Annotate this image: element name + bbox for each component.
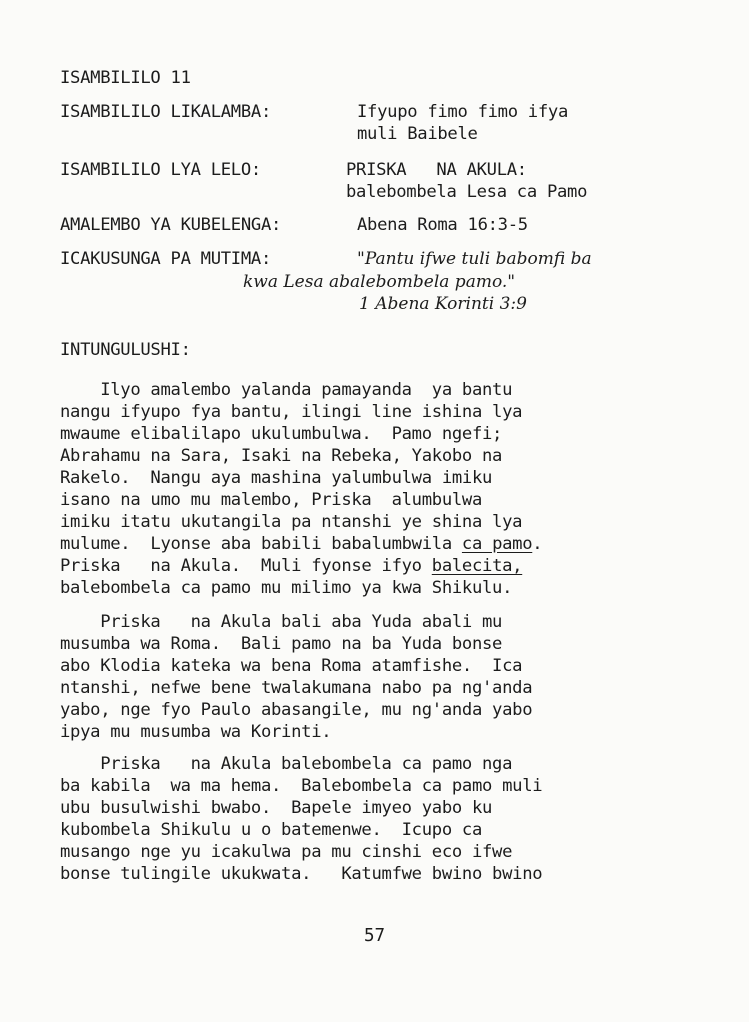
underlined-phrase: ca pamo bbox=[461, 534, 533, 554]
paragraph-2-line: ipya mu musumba wa Korinti. bbox=[60, 722, 332, 742]
paragraph-3-line: musango nge yu icakulwa pa mu cinshi eco ifwe bbox=[60, 842, 513, 862]
memory-verse-text-1: "Pantu ifwe tuli babomfi ba bbox=[357, 249, 592, 269]
paragraph-3-line: ubu busulwishi bwabo. Bapele imyeo yabo ku bbox=[60, 798, 493, 818]
line-text: mulume. Lyonse aba babili babalumbwila bbox=[60, 534, 462, 554]
paragraph-2-line: yabo, nge fyo Paulo abasangile, mu ng'anda yabo bbox=[60, 700, 533, 720]
line-text: Priska na Akula. Muli fyonse ifyo bbox=[60, 556, 432, 576]
paragraph-1-line: isano na umo mu malembo, Priska alumbulwa bbox=[60, 490, 483, 510]
memory-verse-text-2: kwa Lesa abalebombela pamo." bbox=[243, 272, 516, 292]
todays-lesson-value-2: balebombela Lesa ca Pamo bbox=[346, 182, 588, 202]
general-topic-label: ISAMBILILO LIKALAMBA: bbox=[60, 102, 272, 122]
intro-heading: INTUNGULUSHI: bbox=[60, 340, 191, 360]
paragraph-1-line: Rakelo. Nangu aya mashina yalumbulwa imiku bbox=[60, 468, 493, 488]
paragraph-3-line: Priska na Akula balebombela ca pamo nga bbox=[60, 754, 513, 774]
paragraph-1-line bbox=[60, 533, 542, 555]
lesson-number: ISAMBILILO 11 bbox=[60, 68, 191, 88]
paragraph-3-line: bonse tulingile ukukwata. Katumfwe bwino bwino bbox=[60, 864, 543, 884]
todays-lesson-value-1: PRISKA NA AKULA: bbox=[346, 160, 527, 180]
reading-value: Abena Roma 16:3-5 bbox=[357, 215, 528, 235]
page-number: 57 bbox=[363, 926, 386, 946]
memory-verse-label: ICAKUSUNGA PA MUTIMA: bbox=[60, 249, 272, 269]
paragraph-1-line: Ilyo amalembo yalanda pamayanda ya bantu bbox=[60, 380, 513, 400]
line-text: . bbox=[532, 534, 543, 554]
paragraph-2-line: abo Klodia kateka wa bena Roma atamfishe. Ica bbox=[60, 656, 523, 676]
todays-lesson-label: ISAMBILILO LYA LELO: bbox=[60, 160, 261, 180]
paragraph-1-line: imiku itatu ukutangila pa ntanshi ye shina lya bbox=[60, 512, 523, 532]
paragraph-1-line: nangu ifyupo fya bantu, ilingi line ishina lya bbox=[60, 402, 523, 422]
paragraph-3-line: ba kabila wa ma hema. Balebombela ca pamo muli bbox=[60, 776, 543, 796]
general-topic-value-2: muli Baibele bbox=[357, 124, 478, 144]
paragraph-3-line: kubombela Shikulu u o batemenwe. Icupo ca bbox=[60, 820, 483, 840]
general-topic-value-1: Ifyupo fimo fimo ifya bbox=[357, 102, 569, 122]
memory-verse-reference: 1 Abena Korinti 3:9 bbox=[359, 294, 527, 314]
underlined-phrase: balecita, bbox=[431, 556, 523, 576]
paragraph-2-line: musumba wa Roma. Bali pamo na ba Yuda bonse bbox=[60, 634, 503, 654]
paragraph-2-line: Priska na Akula bali aba Yuda abali mu bbox=[60, 612, 503, 632]
paragraph-1-line: balebombela ca pamo mu milimo ya kwa Shikulu. bbox=[60, 578, 513, 598]
paragraph-2-line: ntanshi, nefwe bene twalakumana nabo pa ng'anda bbox=[60, 678, 533, 698]
paragraph-1-line: Abrahamu na Sara, Isaki na Rebeka, Yakobo na bbox=[60, 446, 503, 466]
paragraph-1-line bbox=[60, 555, 522, 577]
paragraph-1-line: mwaume elibalilapo ukulumbulwa. Pamo ngefi; bbox=[60, 424, 503, 444]
reading-label: AMALEMBO YA KUBELENGA: bbox=[60, 215, 282, 235]
